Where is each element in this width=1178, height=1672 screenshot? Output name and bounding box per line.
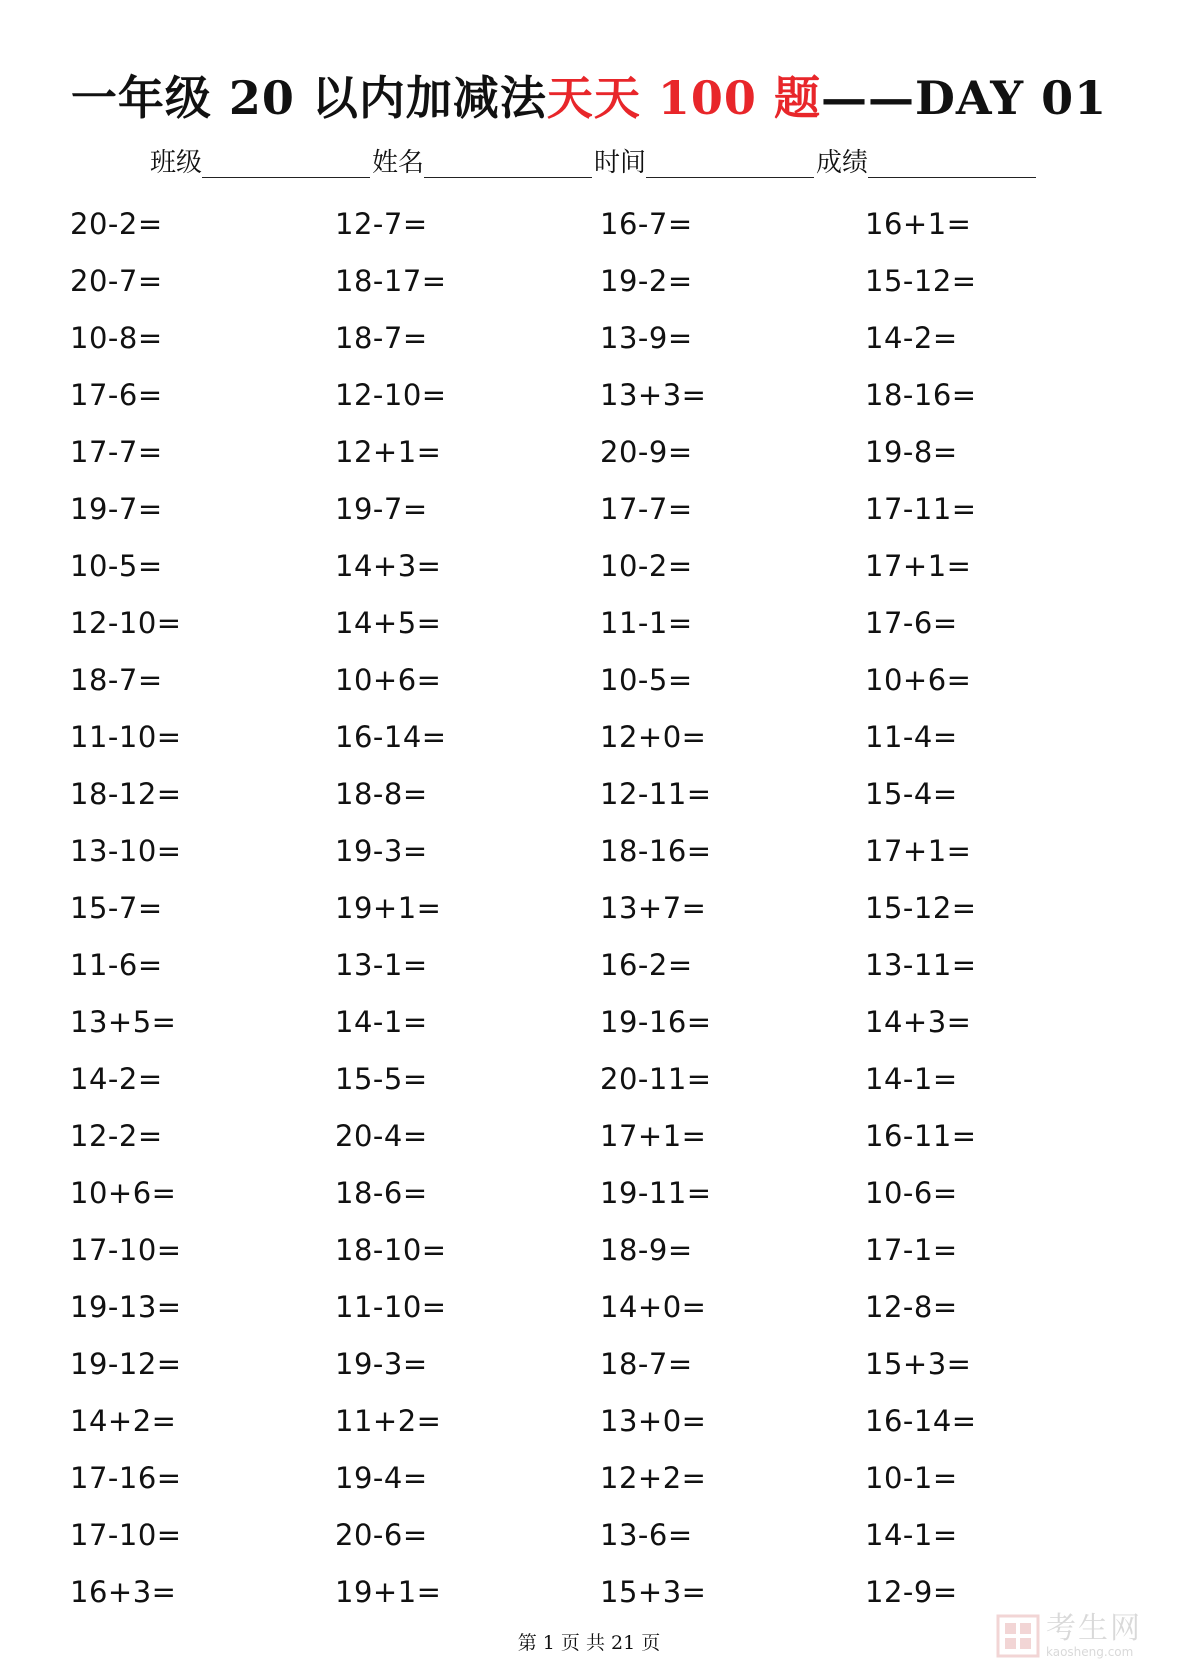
problem-item: 19+1=: [335, 1575, 442, 1609]
problem-item: 15-12=: [865, 264, 977, 298]
problem-item: 10-1=: [865, 1461, 958, 1495]
problem-item: 13-10=: [70, 834, 182, 868]
problem-item: 19-2=: [600, 264, 693, 298]
problem-item: 19-16=: [600, 1005, 712, 1039]
problem-item: 14+3=: [865, 1005, 972, 1039]
problem-item: 17-7=: [600, 492, 693, 526]
problem-item: 17-6=: [865, 606, 958, 640]
field-line-name[interactable]: [424, 147, 592, 178]
problem-item: 14-1=: [865, 1062, 958, 1096]
kaosheng-logo-icon: [996, 1614, 1040, 1658]
problem-item: 13-9=: [600, 321, 693, 355]
problem-item: 13+0=: [600, 1404, 707, 1438]
field-line-class[interactable]: [202, 147, 370, 178]
problem-item: 17-10=: [70, 1233, 182, 1267]
problem-item: 13+3=: [600, 378, 707, 412]
problem-item: 19-4=: [335, 1461, 428, 1495]
problem-item: 18-7=: [70, 663, 163, 697]
problem-item: 11-6=: [70, 948, 163, 982]
problem-item: 13-11=: [865, 948, 977, 982]
problem-item: 11-4=: [865, 720, 958, 754]
problem-item: 17+1=: [600, 1119, 707, 1153]
problem-item: 19-8=: [865, 435, 958, 469]
problem-item: 14-1=: [335, 1005, 428, 1039]
problem-item: 16+3=: [70, 1575, 177, 1609]
problem-item: 12-9=: [865, 1575, 958, 1609]
problem-item: 10+6=: [865, 663, 972, 697]
problem-item: 14+3=: [335, 549, 442, 583]
problem-item: 12+2=: [600, 1461, 707, 1495]
watermark-cn: 考生网: [1046, 1611, 1142, 1646]
problem-item: 17-7=: [70, 435, 163, 469]
problem-item: 10+6=: [70, 1176, 177, 1210]
problem-item: 16-2=: [600, 948, 693, 982]
problem-item: 13-1=: [335, 948, 428, 982]
problem-item: 18-8=: [335, 777, 428, 811]
problem-item: 10-5=: [600, 663, 693, 697]
field-line-score[interactable]: [868, 147, 1036, 178]
problem-item: 18-7=: [600, 1347, 693, 1381]
problem-item: 13+7=: [600, 891, 707, 925]
problem-item: 12+1=: [335, 435, 442, 469]
field-line-time[interactable]: [646, 147, 814, 178]
problem-item: 19-12=: [70, 1347, 182, 1381]
problem-item: 15-5=: [335, 1062, 428, 1096]
title-part1: 一年级 20 以内加减法: [70, 71, 547, 125]
page-footer: 第 1 页 共 21 页: [517, 1632, 661, 1654]
problem-item: 10-5=: [70, 549, 163, 583]
problem-item: 14+5=: [335, 606, 442, 640]
problem-item: 17+1=: [865, 834, 972, 868]
field-label-name: 姓名: [372, 148, 425, 178]
problem-item: 11-10=: [335, 1290, 447, 1324]
problem-item: 18-6=: [335, 1176, 428, 1210]
problem-item: 14+0=: [600, 1290, 707, 1324]
page-title: [0, 62, 1178, 128]
problem-item: 17-10=: [70, 1518, 182, 1552]
field-label-score: 成绩: [816, 148, 869, 178]
problem-item: 19+1=: [335, 891, 442, 925]
problem-item: 20-2=: [70, 207, 163, 241]
problem-item: 20-7=: [70, 264, 163, 298]
problem-item: 17-1=: [865, 1233, 958, 1267]
problem-item: 11-1=: [600, 606, 693, 640]
problem-item: 19-3=: [335, 1347, 428, 1381]
watermark: [996, 1608, 1166, 1664]
problem-item: 16-7=: [600, 207, 693, 241]
problem-item: 10+6=: [335, 663, 442, 697]
problem-item: 19-3=: [335, 834, 428, 868]
problem-item: 12+0=: [600, 720, 707, 754]
problem-item: 12-11=: [600, 777, 712, 811]
problem-item: 19-7=: [335, 492, 428, 526]
student-info-fields: [150, 138, 1038, 178]
problem-item: 12-8=: [865, 1290, 958, 1324]
title-highlight: 天天 100 题: [546, 71, 821, 125]
problem-item: 10-8=: [70, 321, 163, 355]
problem-item: 18-12=: [70, 777, 182, 811]
watermark-en: kaosheng.com: [1046, 1645, 1134, 1659]
problem-item: 19-7=: [70, 492, 163, 526]
problem-item: 18-16=: [600, 834, 712, 868]
problem-item: 16-11=: [865, 1119, 977, 1153]
problem-item: 12-10=: [335, 378, 447, 412]
problem-item: 17+1=: [865, 549, 972, 583]
problem-item: 18-10=: [335, 1233, 447, 1267]
problem-item: 11+2=: [335, 1404, 442, 1438]
problem-item: 15-12=: [865, 891, 977, 925]
problem-item: 18-16=: [865, 378, 977, 412]
problem-item: 15+3=: [865, 1347, 972, 1381]
problem-item: 12-10=: [70, 606, 182, 640]
problem-item: 16-14=: [865, 1404, 977, 1438]
problem-item: 13-6=: [600, 1518, 693, 1552]
problem-item: 20-4=: [335, 1119, 428, 1153]
problem-item: 18-7=: [335, 321, 428, 355]
field-label-class: 班级: [150, 148, 203, 178]
problem-grid: [70, 196, 1130, 1621]
problem-item: 16-14=: [335, 720, 447, 754]
field-label-time: 时间: [594, 148, 647, 178]
problem-item: 15-4=: [865, 777, 958, 811]
problem-item: 14+2=: [70, 1404, 177, 1438]
problem-item: 14-2=: [70, 1062, 163, 1096]
problem-item: 15-7=: [70, 891, 163, 925]
problem-item: 10-2=: [600, 549, 693, 583]
problem-item: 14-1=: [865, 1518, 958, 1552]
problem-item: 19-13=: [70, 1290, 182, 1324]
problem-item: 18-9=: [600, 1233, 693, 1267]
problem-item: 19-11=: [600, 1176, 712, 1210]
problem-item: 14-2=: [865, 321, 958, 355]
problem-item: 18-17=: [335, 264, 447, 298]
problem-item: 15+3=: [600, 1575, 707, 1609]
problem-item: 12-2=: [70, 1119, 163, 1153]
problem-item: 12-7=: [335, 207, 428, 241]
title-day: ——DAY 01: [820, 71, 1108, 125]
problem-item: 17-6=: [70, 378, 163, 412]
problem-item: 13+5=: [70, 1005, 177, 1039]
problem-item: 20-6=: [335, 1518, 428, 1552]
problem-item: 20-9=: [600, 435, 693, 469]
problem-item: 10-6=: [865, 1176, 958, 1210]
problem-item: 20-11=: [600, 1062, 712, 1096]
problem-item: 17-11=: [865, 492, 977, 526]
problem-item: 17-16=: [70, 1461, 182, 1495]
problem-item: 11-10=: [70, 720, 182, 754]
problem-item: 16+1=: [865, 207, 972, 241]
